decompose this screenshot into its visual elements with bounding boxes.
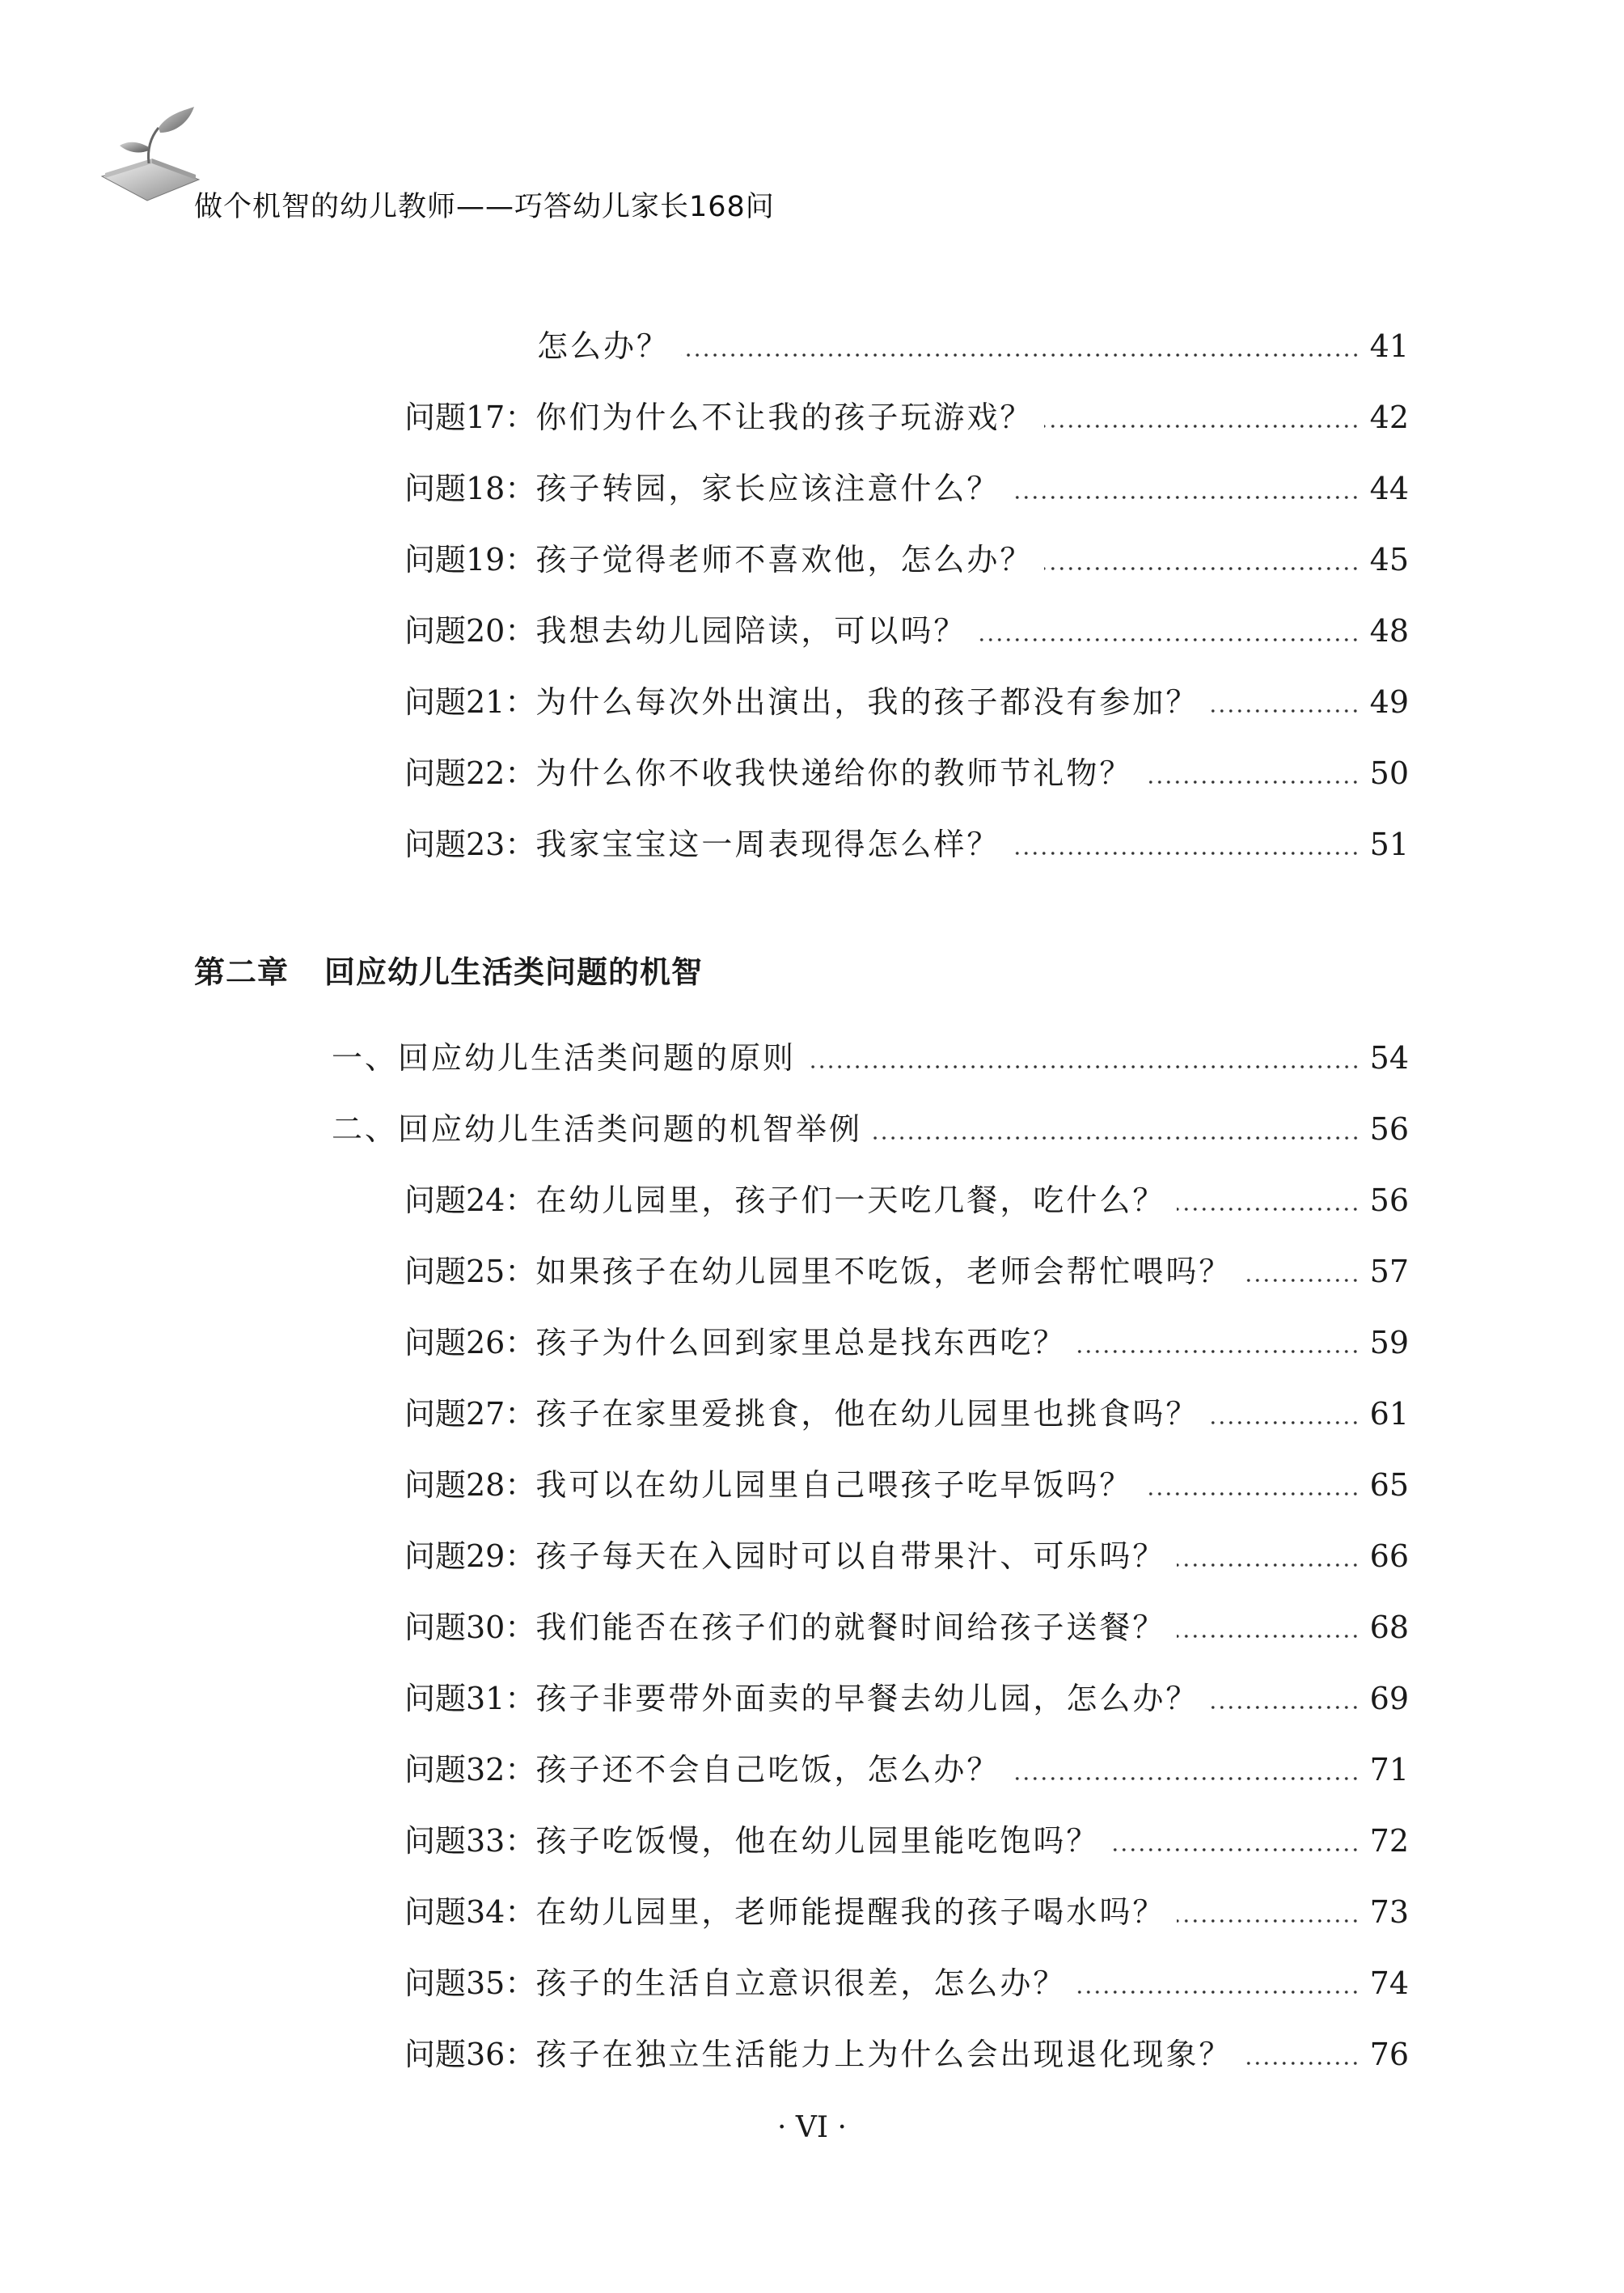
dot-leader xyxy=(1243,1278,1360,1283)
dot-leader xyxy=(1210,1420,1360,1425)
toc-entry-title: 为什么每次外出演出，我的孩子都没有参加？ xyxy=(535,684,1199,720)
dot-leader xyxy=(978,637,1360,642)
toc-page-number: 56 xyxy=(1369,1182,1409,1218)
question-number: 问题22： xyxy=(404,755,536,791)
dot-leader xyxy=(1144,1491,1360,1496)
question-number: 问题26： xyxy=(404,1325,536,1360)
toc-entry-title: 我们能否在孩子们的就餐时间给孩子送餐？ xyxy=(535,1610,1166,1645)
dot-leader xyxy=(1210,1705,1360,1710)
toc-entry-question[interactable] xyxy=(404,1320,1409,1365)
toc-entry-question[interactable] xyxy=(404,1391,1409,1436)
chapter-number: 第二章 xyxy=(194,954,290,990)
dot-leader xyxy=(1011,495,1360,500)
toc-entry-title: 在幼儿园里，孩子们一天吃几餐，吃什么？ xyxy=(535,1182,1166,1218)
question-number: 问题33： xyxy=(404,1823,536,1859)
toc-page-number: 69 xyxy=(1369,1681,1409,1716)
toc-entry-title: 孩子吃饭慢，他在幼儿园里能吃饱吗？ xyxy=(535,1823,1100,1859)
toc-page-number: 73 xyxy=(1369,1894,1409,1930)
page-number-footer: · VI · xyxy=(777,2111,847,2144)
toc-entry-question[interactable] xyxy=(404,822,1409,867)
toc-entry-title: 孩子为什么回到家里总是找东西吃？ xyxy=(535,1325,1067,1360)
toc-entry-question[interactable] xyxy=(404,466,1409,511)
section-title: 二、回应幼儿生活类问题的机智举例 xyxy=(332,1111,863,1147)
toc-entry-question[interactable] xyxy=(404,1605,1409,1650)
question-number: 问题19： xyxy=(404,542,536,577)
dot-leader xyxy=(1044,424,1360,429)
question-number: 问题18： xyxy=(404,471,536,506)
question-number: 问题35： xyxy=(404,1965,536,2001)
question-number: 问题29： xyxy=(404,1538,536,1574)
toc-entry-question[interactable] xyxy=(404,1889,1409,1935)
toc-entry-question[interactable] xyxy=(404,1249,1409,1294)
toc-entry-title: 孩子的生活自立意识很差，怎么办？ xyxy=(535,1965,1067,2001)
chapter-title: 回应幼儿生活类问题的机智 xyxy=(324,954,704,990)
dot-leader xyxy=(1044,566,1360,571)
question-number: 问题25： xyxy=(404,1254,536,1289)
toc-page-number: 76 xyxy=(1369,2037,1409,2072)
toc-entry-title: 你们为什么不让我的孩子玩游戏？ xyxy=(535,400,1034,435)
toc-entry-question[interactable] xyxy=(404,679,1409,725)
book-sprout-logo xyxy=(95,105,205,210)
question-number: 问题17： xyxy=(404,400,536,435)
toc-entry-question[interactable] xyxy=(404,1747,1409,1792)
toc-entry-title: 孩子觉得老师不喜欢他，怎么办？ xyxy=(535,542,1034,577)
toc-page-number: 66 xyxy=(1369,1538,1409,1574)
toc-entry-title: 我可以在幼儿园里自己喂孩子吃早饭吗？ xyxy=(535,1467,1133,1503)
toc-entry-question[interactable] xyxy=(404,1462,1409,1508)
toc-page-number: 74 xyxy=(1369,1965,1409,2001)
toc-entry-question[interactable] xyxy=(404,2032,1409,2077)
question-number: 问题34： xyxy=(404,1894,536,1930)
chapter-heading[interactable] xyxy=(194,948,703,996)
book-header-title: 做个机智的幼儿教师——巧答幼儿家长168问 xyxy=(194,191,775,223)
toc-page-number: 44 xyxy=(1369,471,1409,506)
toc-page-number: 72 xyxy=(1369,1823,1409,1859)
toc-page-number: 65 xyxy=(1369,1467,1409,1503)
toc-page-number: 42 xyxy=(1369,400,1409,435)
dot-leader xyxy=(1210,709,1360,713)
toc-page-number: 56 xyxy=(1369,1111,1409,1147)
toc-entry-title: 孩子还不会自己吃饭，怎么办？ xyxy=(535,1752,1000,1787)
toc-entry-continued[interactable] xyxy=(537,324,1409,369)
toc-entry-section[interactable] xyxy=(332,1106,1409,1152)
question-number: 问题27： xyxy=(404,1396,536,1432)
toc-entry-question[interactable] xyxy=(404,395,1409,440)
toc-entry-title: 孩子每天在入园时可以自带果汁、可乐吗？ xyxy=(535,1538,1166,1574)
toc-entry-question[interactable] xyxy=(404,1178,1409,1223)
toc-page-number: 48 xyxy=(1369,613,1409,649)
dot-leader xyxy=(1177,1634,1360,1639)
toc-entry-title: 我家宝宝这一周表现得怎么样？ xyxy=(535,827,1000,862)
question-number: 问题23： xyxy=(404,827,536,862)
question-number: 问题36： xyxy=(404,2037,536,2072)
dot-leader xyxy=(1011,1776,1360,1781)
dot-leader xyxy=(1144,780,1360,785)
dot-leader xyxy=(1011,851,1360,856)
toc-entry-title: 孩子非要带外面卖的早餐去幼儿园，怎么办？ xyxy=(535,1681,1199,1716)
toc-page-number: 57 xyxy=(1369,1254,1409,1289)
toc-page-number: 54 xyxy=(1369,1040,1409,1076)
toc-entry-question[interactable] xyxy=(404,1961,1409,2006)
question-number: 问题30： xyxy=(404,1610,536,1645)
toc-entry-question[interactable] xyxy=(404,608,1409,654)
question-number: 问题31： xyxy=(404,1681,536,1716)
toc-page-number: 50 xyxy=(1369,755,1409,791)
toc-page-number: 61 xyxy=(1369,1396,1409,1432)
dot-leader xyxy=(1110,1847,1360,1852)
dot-leader xyxy=(1177,1919,1360,1923)
toc-entry-title: 孩子在独立生活能力上为什么会出现退化现象？ xyxy=(535,2037,1233,2072)
toc-page-number: 49 xyxy=(1369,684,1409,720)
toc-page-number: 68 xyxy=(1369,1610,1409,1645)
dot-leader xyxy=(1077,1990,1360,1995)
toc-entry-title: 孩子在家里爱挑食，他在幼儿园里也挑食吗？ xyxy=(535,1396,1199,1432)
dot-leader xyxy=(1177,1207,1360,1212)
toc-page-number: 41 xyxy=(1369,328,1409,364)
toc-entry-question[interactable] xyxy=(404,1818,1409,1864)
toc-entry-title: 孩子转园，家长应该注意什么？ xyxy=(535,471,1000,506)
toc-entry-question[interactable] xyxy=(404,751,1409,796)
question-number: 问题20： xyxy=(404,613,536,649)
dot-leader xyxy=(1243,2061,1360,2066)
toc-page-number: 71 xyxy=(1369,1752,1409,1787)
question-number: 问题32： xyxy=(404,1752,536,1787)
dot-leader xyxy=(681,353,1360,357)
dot-leader xyxy=(873,1136,1360,1140)
toc-entry-question[interactable] xyxy=(404,537,1409,582)
toc-entry-question[interactable] xyxy=(404,1534,1409,1579)
question-number: 问题28： xyxy=(404,1467,536,1503)
toc-entry-title: 怎么办？ xyxy=(537,328,670,364)
toc-page-number: 45 xyxy=(1369,542,1409,577)
dot-leader xyxy=(807,1064,1360,1069)
toc-entry-title: 我想去幼儿园陪读，可以吗？ xyxy=(535,613,967,649)
question-number: 问题24： xyxy=(404,1182,536,1218)
dot-leader xyxy=(1177,1563,1360,1567)
question-number: 问题21： xyxy=(404,684,536,720)
toc-entry-title: 为什么你不收我快递给你的教师节礼物？ xyxy=(535,755,1133,791)
toc-entry-title: 在幼儿园里，老师能提醒我的孩子喝水吗？ xyxy=(535,1894,1166,1930)
dot-leader xyxy=(1077,1349,1360,1354)
toc-entry-title: 如果孩子在幼儿园里不吃饭，老师会帮忙喂吗？ xyxy=(535,1254,1233,1289)
toc-page-number: 51 xyxy=(1369,827,1409,862)
toc-page-number: 59 xyxy=(1369,1325,1409,1360)
toc-entry-section[interactable] xyxy=(332,1035,1409,1081)
toc-entry-question[interactable] xyxy=(404,1676,1409,1721)
section-title: 一、回应幼儿生活类问题的原则 xyxy=(332,1040,797,1076)
